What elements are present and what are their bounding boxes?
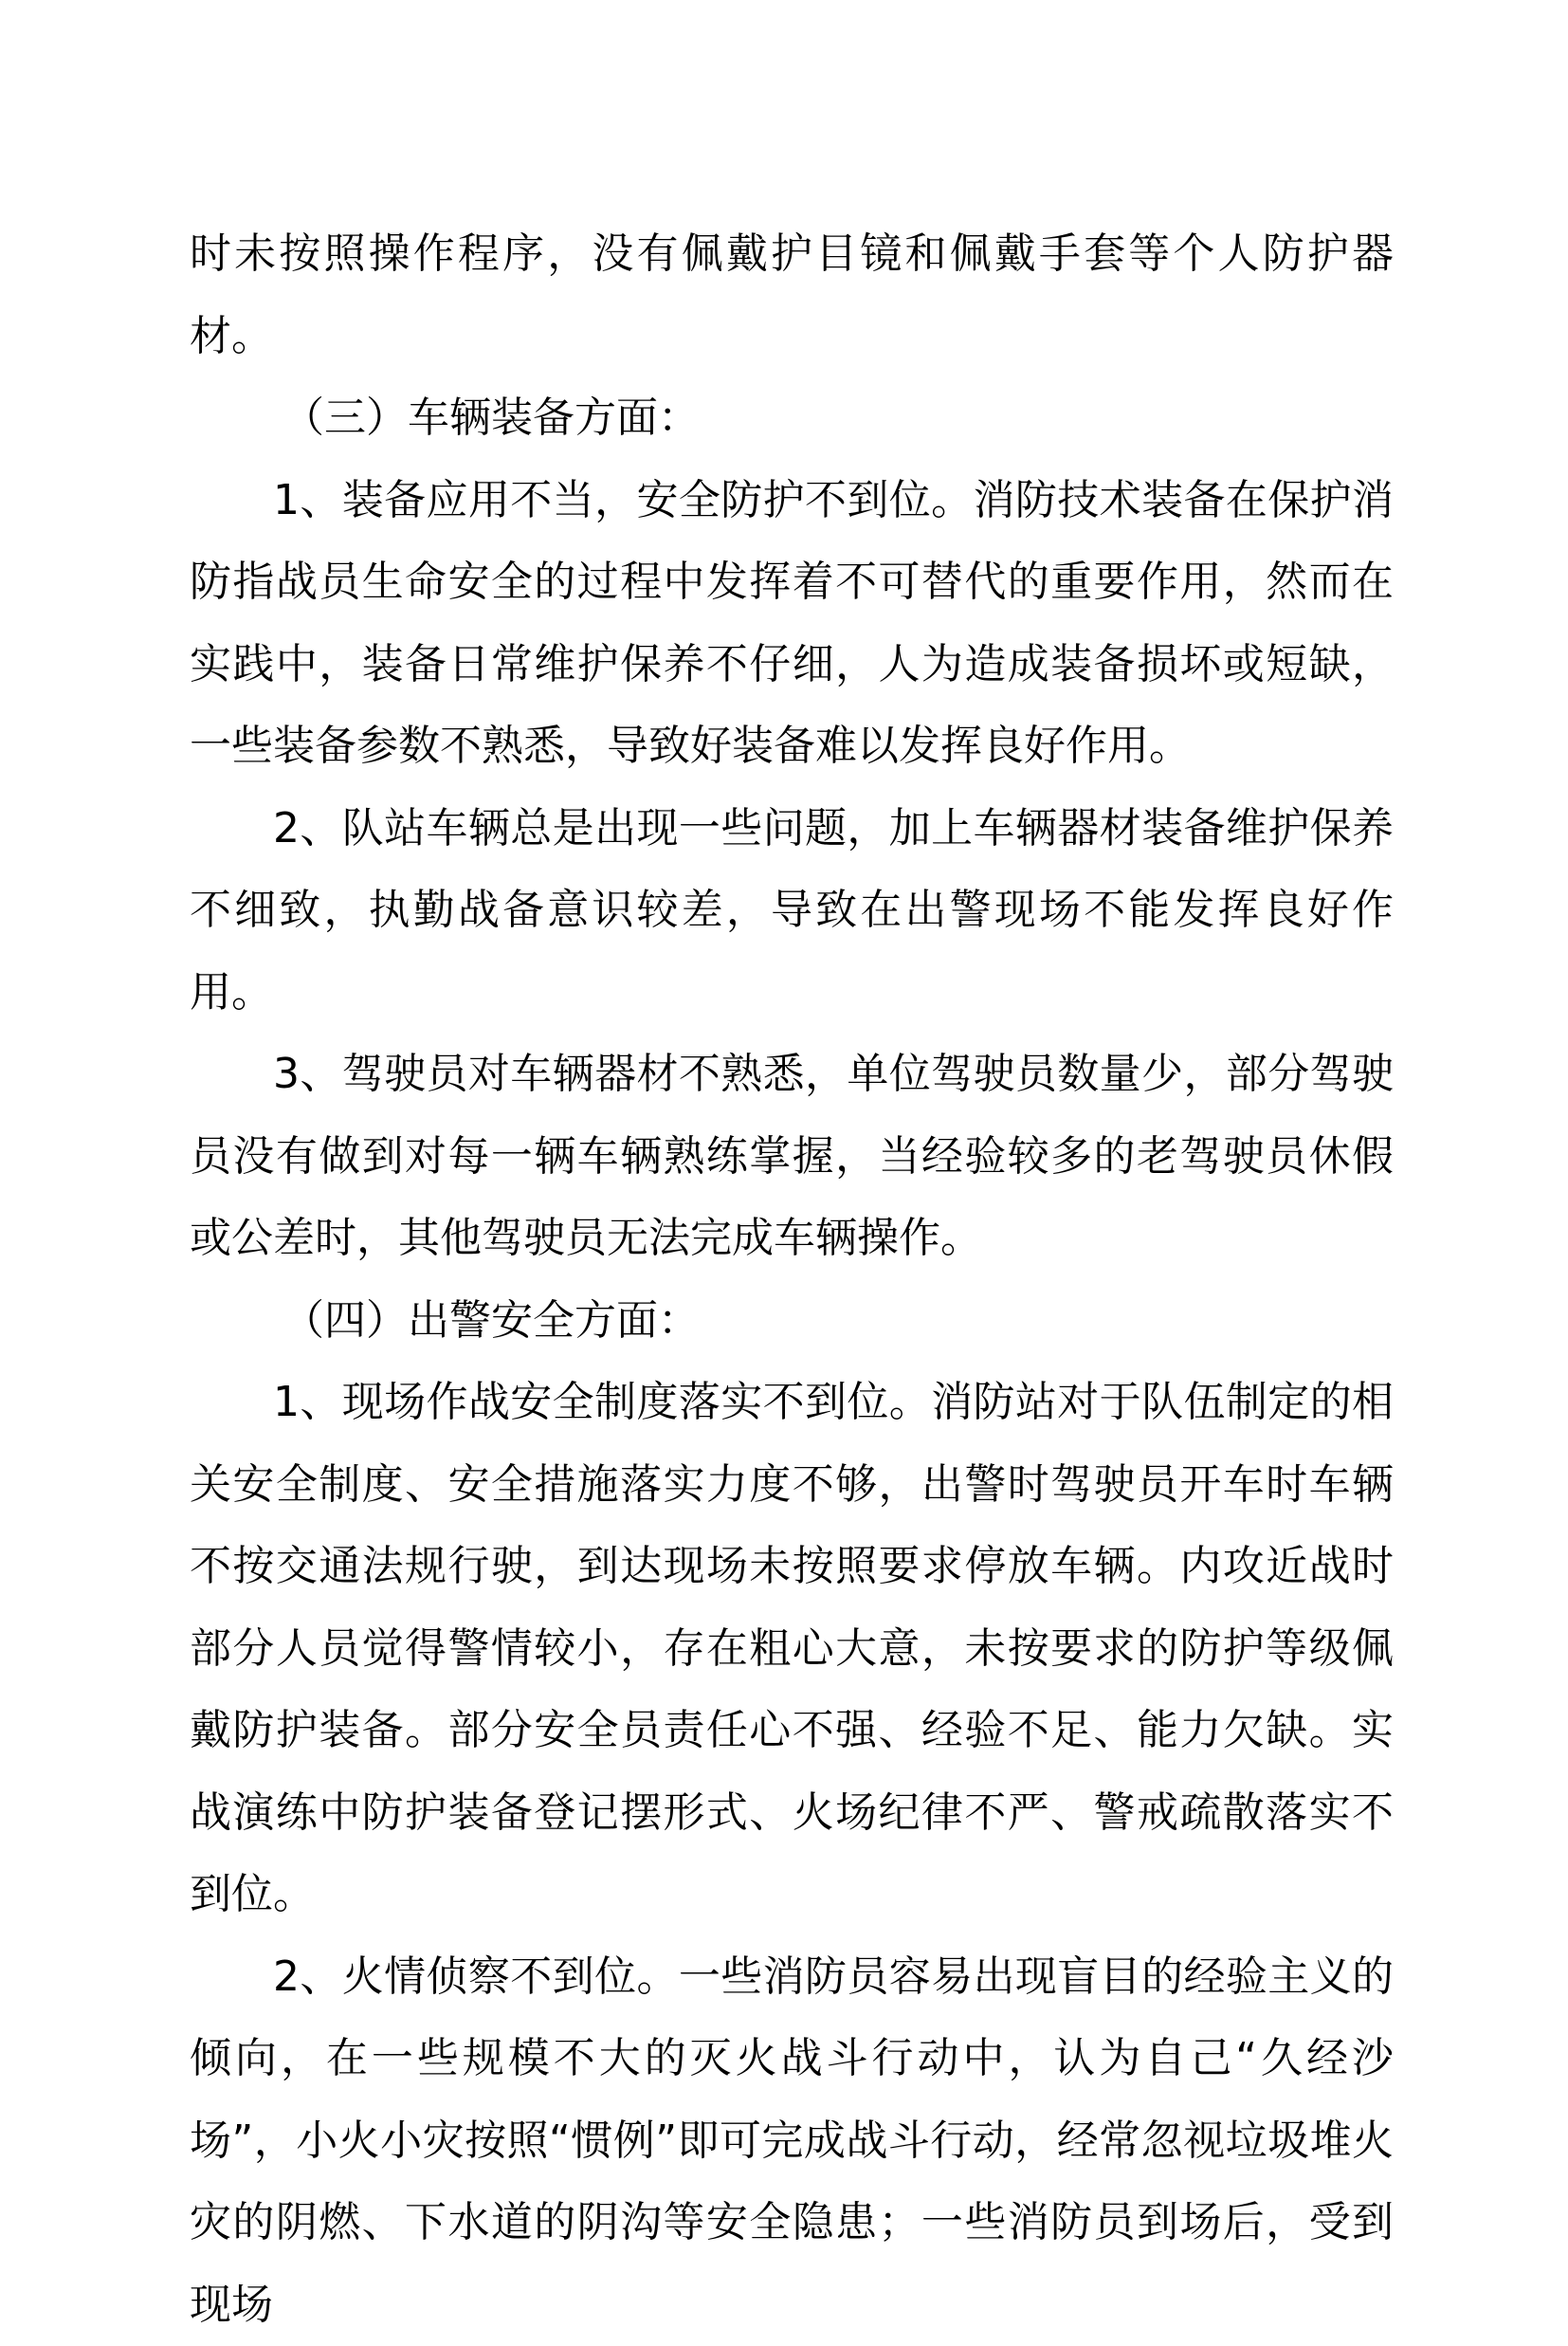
paragraph-equipment-1: 1、装备应用不当，安全防护不到位。消防技术装备在保护消防指战员生命安全的过程中发挥着不可替代的重要作用，然而在实践中，装备日常维护保养不仔细，人为造成装备损坏或短缺，一些装备参数不熟悉，导致好装备难以发挥良好作用。 [190, 460, 1394, 788]
paragraph-equipment-2: 2、队站车辆总是出现一些问题，加上车辆器材装备维护保养不细致，执勤战备意识较差，导致在出警现场不能发挥良好作用。 [190, 788, 1394, 1035]
paragraph-continuation: 时未按照操作程序，没有佩戴护目镜和佩戴手套等个人防护器材。 [190, 213, 1394, 377]
paragraph-equipment-3: 3、驾驶员对车辆器材不熟悉，单位驾驶员数量少，部分驾驶员没有做到对每一辆车辆熟练掌握，当经验较多的老驾驶员休假或公差时，其他驾驶员无法完成车辆操作。 [190, 1034, 1394, 1280]
paragraph-dispatch-1: 1、现场作战安全制度落实不到位。消防站对于队伍制定的相关安全制度、安全措施落实力度不够，出警时驾驶员开车时车辆不按交通法规行驶，到达现场未按照要求停放车辆。内攻近战时部分人员觉得警情较小，存在粗心大意，未按要求的防护等级佩戴防护装备。部分安全员责任心不强、经验不足、能力欠缺。实战演练中防护装备登记摆形式、火场纪律不严、警戒疏散落实不到位。 [190, 1362, 1394, 1936]
paragraph-dispatch-2: 2、火情侦察不到位。一些消防员容易出现盲目的经验主义的倾向，在一些规模不大的灭火战斗行动中，认为自己“久经沙场”，小火小灾按照“惯例”即可完成战斗行动，经常忽视垃圾堆火灾的阴燃、下水道的阴沟等安全隐患；一些消防员到场后，受到现场 [190, 1936, 1394, 2346]
section-heading-dispatch-safety: （四）出警安全方面： [190, 1280, 1394, 1363]
section-heading-vehicle-equipment: （三）车辆装备方面： [190, 377, 1394, 460]
document-body [190, 213, 1394, 2346]
